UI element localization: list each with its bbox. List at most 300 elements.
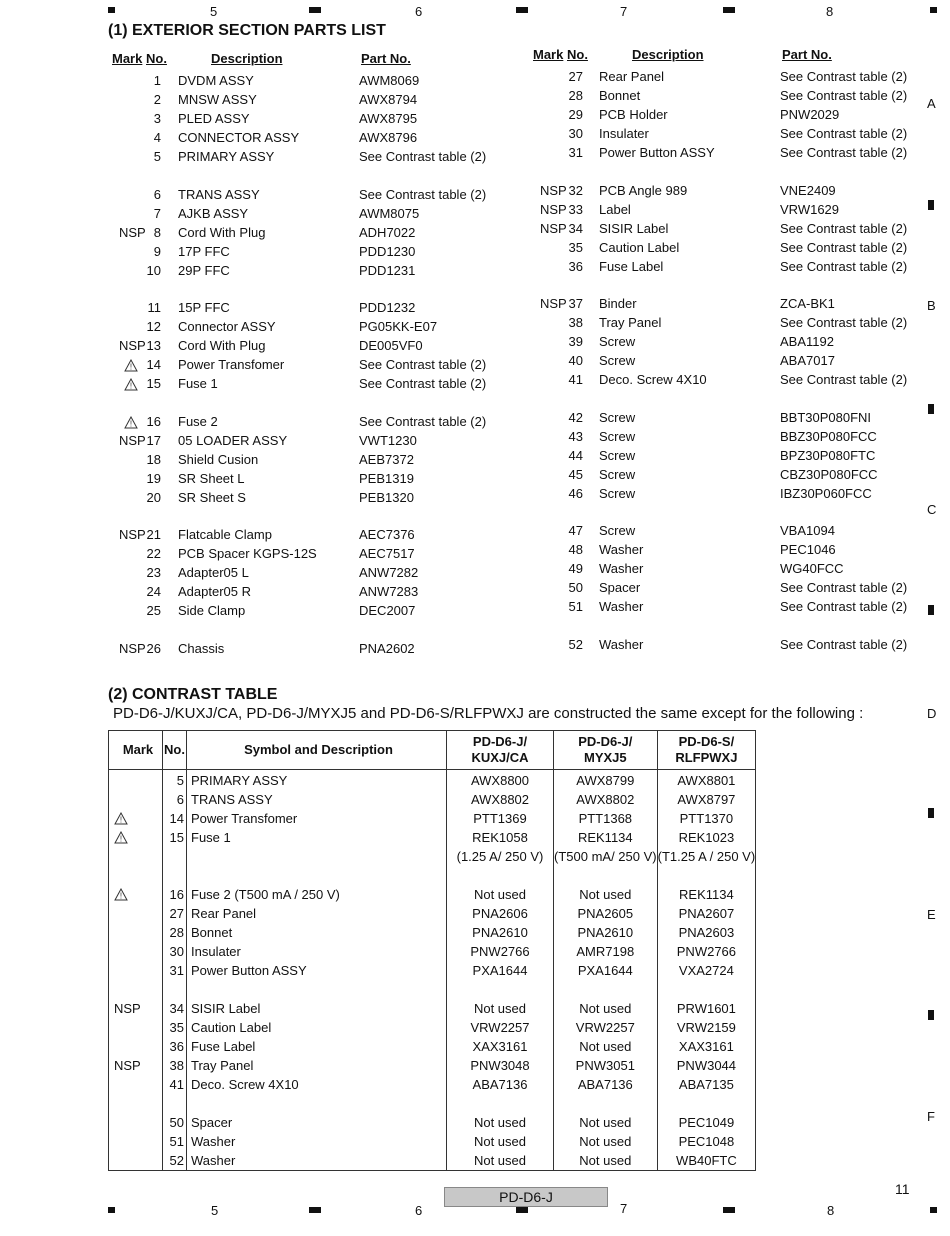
cell-description [187,1094,447,1113]
cell-model-rlfpwxj [657,866,756,885]
row-part-number: See Contrast table (2) [359,357,487,372]
row-description: Caution Label [599,239,680,255]
cell-model-rlfpwxj: PRW1601 [657,999,756,1018]
row-number: 6 [153,186,161,202]
cell-description: TRANS ASSY [187,790,447,809]
cell-number: 41 [163,1075,187,1094]
row-description: Cord With Plug [178,338,266,353]
cell-model-kuxj: ABA7136 [447,1075,554,1094]
row-part-number: PEB1319 [359,470,414,486]
svg-text:!: ! [119,891,123,901]
cell-model-rlfpwxj: AWX8801 [657,770,756,791]
contrast-row [109,1151,756,1171]
contrast-row [109,770,756,791]
row-description: Screw [599,334,636,349]
row-number: 13 [146,338,161,353]
row-number: 30 [568,126,583,141]
svg-text:!: ! [129,419,133,428]
row-description: SR Sheet L [178,470,245,486]
row-description: Adapter05 R [178,584,251,599]
cell-number: 38 [163,1056,187,1075]
cell-description: Washer [187,1132,447,1151]
row-description: Cord With Plug [178,224,266,240]
cell-number: 16 [163,885,187,904]
row-number: 33 [568,201,583,217]
row-part-number: VWT1230 [359,432,417,448]
row-number: 19 [146,470,161,486]
row-description: Insulater [599,126,649,141]
cell-model-rlfpwxj: REK1134 [657,885,756,904]
cell-model-myxj5: VRW2257 [554,1018,658,1037]
row-number: 28 [568,88,583,103]
parts-row [0,257,950,276]
contrast-header-row [109,731,756,770]
cell-number: 6 [163,790,187,809]
row-description: Fuse Label [599,258,664,274]
cell-number: 35 [163,1018,187,1037]
row-mark: NSP [540,220,567,236]
contrast-note: PD-D6-J/KUXJ/CA, PD-D6-J/MYXJ5 and PD-D6-S/RLFPWXJ are constructed the same except for the following : [113,705,864,722]
cell-number: 27 [163,904,187,923]
cell-model-myxj5: PNA2605 [554,904,658,923]
parts-row [0,143,950,162]
row-part-number: See Contrast table (2) [780,372,908,387]
section-title-exterior: (1) EXTERIOR SECTION PARTS LIST [108,22,386,39]
cell-description [187,847,447,866]
cell-number: 31 [163,961,187,980]
row-description: PCB Spacer KGPS-12S [178,546,317,561]
cell-model-myxj5: AMR7198 [554,942,658,961]
row-description: Screw [599,523,636,538]
row-description: Fuse 1 [178,376,218,391]
cell-model-rlfpwxj: (T1.25 A / 250 V) [657,849,756,864]
row-part-number: AWM8075 [359,205,420,221]
registration-mark [516,1207,528,1213]
cell-description: Deco. Screw 4X10 [187,1075,447,1094]
grid-col-label: 6 [415,1203,423,1218]
cell-number [163,1094,187,1113]
cell-model-kuxj: REK1058 [447,828,554,847]
cell-mark [109,1113,163,1132]
col-header-part-no: Part No. [782,47,832,62]
row-number: 43 [568,428,583,444]
row-part-number: See Contrast table (2) [780,636,908,652]
registration-mark [723,7,735,13]
row-part-number: WG40FCC [780,561,844,576]
cell-description: Washer [187,1151,447,1171]
row-part-number: PDD1230 [359,243,416,259]
row-part-number: AEC7376 [359,527,415,542]
row-description: PCB Angle 989 [599,182,688,198]
contrast-row [109,1113,756,1132]
row-description: Rear Panel [599,69,665,84]
contrast-row [109,1037,756,1056]
row-number: 3 [153,111,161,126]
th-mark: Mark [109,731,163,770]
cell-model-rlfpwxj [657,1094,756,1113]
col-header-no: No. [146,51,167,66]
row-number: 49 [568,561,583,576]
cell-model-kuxj: AWX8800 [447,770,554,791]
row-part-number: See Contrast table (2) [359,149,487,164]
cell-number: 28 [163,923,187,942]
contrast-row [109,828,756,847]
row-number: 51 [568,599,583,614]
cell-model-myxj5: Not used [554,885,658,904]
row-part-number: VBA1094 [780,523,835,538]
contrast-row [109,790,756,809]
grid-row-label: B [927,298,936,313]
row-description: 05 LOADER ASSY [178,432,288,448]
cell-model-kuxj: PNA2606 [447,904,554,923]
row-part-number: See Contrast table (2) [780,145,908,160]
cell-mark [109,1151,163,1171]
cell-model-rlfpwxj: PNA2603 [657,923,756,942]
row-description: PRIMARY ASSY [178,149,275,164]
grid-col-label: 6 [415,4,423,19]
cell-description: Power Transfomer [187,809,447,828]
row-description: Screw [599,353,636,368]
cell-model-rlfpwxj: PEC1049 [657,1113,756,1132]
cell-description: Fuse 1 [187,828,447,847]
row-number: 2 [153,92,161,107]
row-mark: NSP [119,338,146,353]
svg-text:!: ! [119,815,123,825]
row-description: Fuse 2 [178,413,218,429]
row-number: 37 [568,296,583,311]
cell-model-kuxj [447,1094,554,1113]
cell-mark [109,1037,163,1056]
row-part-number: VRW1629 [780,201,840,217]
parts-row [0,427,950,446]
contrast-row [109,1056,756,1075]
cell-model-kuxj: PXA1644 [447,961,554,980]
cell-description: Power Button ASSY [187,961,447,980]
cell-mark [109,923,163,942]
cell-description: Caution Label [187,1018,447,1037]
row-part-number: PEB1320 [359,489,414,505]
parts-row [0,370,950,389]
contrast-row [109,980,756,999]
row-part-number: See Contrast table (2) [359,186,487,202]
row-description: Washer [599,542,644,557]
cell-model-myxj5 [554,1094,658,1113]
cell-model-myxj5: AWX8799 [554,770,658,791]
row-number: 29 [568,107,583,122]
row-description: Side Clamp [178,603,246,618]
cell-model-kuxj: AWX8802 [447,790,554,809]
row-number: 36 [568,258,583,274]
cell-model-kuxj: XAX3161 [447,1037,554,1056]
cell-model-kuxj: PTT1369 [447,809,554,828]
row-number: 10 [146,262,161,278]
row-mark: NSP [540,201,567,217]
row-number: 23 [146,565,161,580]
contrast-row [109,866,756,885]
row-part-number: AWX8794 [359,92,418,107]
cell-model-myxj5: Not used [554,999,658,1018]
grid-row-label: D [927,706,937,721]
parts-row [0,219,950,238]
cell-model-myxj5 [554,980,658,999]
row-number: 42 [568,409,583,425]
row-description: 15P FFC [178,300,230,315]
row-description: Shield Cusion [178,451,259,467]
cell-model-myxj5: AWX8802 [554,790,658,809]
row-number: 41 [568,372,583,387]
cell-description: SISIR Label [187,999,447,1018]
cell-model-kuxj: PNA2610 [447,923,554,942]
parts-row [0,351,950,370]
cell-model-rlfpwxj: PNA2607 [657,904,756,923]
row-part-number: PNW2029 [780,107,840,122]
row-description: MNSW ASSY [178,92,257,107]
row-description: Label [599,201,631,217]
row-part-number: BPZ30P080FTC [780,447,876,463]
contrast-row [109,923,756,942]
cell-model-rlfpwxj: PEC1048 [657,1132,756,1151]
row-number: 7 [153,205,161,221]
row-part-number: See Contrast table (2) [780,580,908,595]
model-footer: PD-D6-J [444,1187,608,1207]
contrast-row [109,847,756,866]
cell-mark [109,885,163,904]
cell-mark [109,866,163,885]
row-mark: NSP [119,640,146,656]
cell-mark [109,942,163,961]
svg-text:!: ! [129,362,133,372]
contrast-row [109,999,756,1018]
row-description: Screw [599,485,636,501]
row-description: 29P FFC [178,262,230,278]
row-number: 17 [146,432,161,448]
grid-col-label: 5 [211,1203,219,1218]
cell-description: Insulater [187,942,447,961]
row-description: Screw [599,447,636,463]
col-header-mark: Mark [533,47,564,62]
registration-mark [108,7,115,13]
cell-model-kuxj: Not used [447,999,554,1018]
row-part-number: ANW7282 [359,565,419,580]
row-number: 38 [568,315,583,330]
cell-model-myxj5: PNW3051 [554,1056,658,1075]
th-model-myxj5: PD-D6-J/ MYXJ5 [554,731,658,770]
cell-model-myxj5: REK1134 [554,828,658,847]
row-number: 16 [146,413,161,429]
registration-mark [309,1207,321,1213]
row-part-number: PNA2602 [359,640,415,656]
registration-mark [928,808,934,818]
row-description: Washer [599,599,644,614]
cell-mark [109,847,163,866]
cell-model-myxj5: PTT1368 [554,809,658,828]
parts-row [0,313,950,332]
contrast-row [109,1075,756,1094]
col-header-mark: Mark [112,51,143,66]
row-part-number: See Contrast table (2) [780,239,908,255]
cell-model-myxj5: Not used [554,1037,658,1056]
row-part-number: CBZ30P080FCC [780,466,878,482]
row-number: 27 [568,69,583,84]
row-part-number: ADH7022 [359,224,416,240]
cell-model-kuxj: Not used [447,1113,554,1132]
parts-row [0,597,950,616]
cell-model-rlfpwxj: ABA7135 [657,1075,756,1094]
cell-number: 36 [163,1037,187,1056]
cell-mark [109,961,163,980]
parts-row [0,484,950,503]
row-part-number: PG05KK-E07 [359,319,438,334]
cell-description: Bonnet [187,923,447,942]
cell-model-kuxj: VRW2257 [447,1018,554,1037]
col-header-description: Description [211,51,283,66]
row-number: 52 [568,636,583,652]
cell-description: Spacer [187,1113,447,1132]
row-number: 47 [568,523,583,538]
grid-row-label: E [927,907,936,922]
registration-mark [930,7,937,13]
parts-row [0,86,950,105]
row-number: 25 [146,603,161,618]
cell-model-kuxj: PNW3048 [447,1056,554,1075]
cell-model-kuxj [447,980,554,999]
row-mark: NSP [119,432,146,448]
cell-mark [109,1094,163,1113]
cell-mark [109,904,163,923]
cell-model-rlfpwxj: PNW2766 [657,942,756,961]
svg-text:!: ! [119,834,123,844]
cell-model-kuxj [447,866,554,885]
cell-model-rlfpwxj: PTT1370 [657,809,756,828]
cell-model-myxj5 [554,866,658,885]
parts-row [0,635,950,654]
caution-triangle-icon [114,832,128,847]
cell-mark [109,828,163,847]
row-number: 22 [146,546,161,561]
row-number: 39 [568,334,583,349]
row-part-number: ANW7283 [359,584,419,599]
section-title-contrast: (2) CONTRAST TABLE [108,686,278,703]
row-part-number: IBZ30P060FCC [780,485,872,501]
cell-mark [109,809,163,828]
row-number: 32 [568,182,583,198]
registration-mark [309,7,321,13]
contrast-row [109,961,756,980]
row-description: Adapter05 L [178,565,249,580]
parts-row [0,559,950,578]
row-mark: NSP [119,224,146,240]
cell-number: 15 [163,828,187,847]
row-description: Power Transfomer [178,357,285,372]
row-part-number: See Contrast table (2) [359,376,487,391]
cell-model-myxj5: Not used [554,1113,658,1132]
cell-number [163,847,187,866]
col-header-description: Description [632,47,704,62]
row-number: 15 [146,376,161,391]
cell-model-kuxj: Not used [447,1132,554,1151]
row-number: 31 [568,145,583,160]
parts-row [0,408,950,427]
row-number: 18 [146,451,161,467]
row-description: Tray Panel [599,315,662,330]
col-header-no: No. [567,47,588,62]
row-part-number: DEC2007 [359,603,416,618]
row-number: 9 [153,243,161,259]
row-part-number: DE005VF0 [359,338,423,353]
cell-model-myxj5: (T500 mA/ 250 V) [554,849,657,864]
row-number: 48 [568,542,583,557]
row-description: Washer [599,561,644,576]
row-part-number: PEC1046 [780,542,836,557]
cell-model-kuxj: (1.25 A/ 250 V) [447,847,554,866]
parts-row [0,124,950,143]
contrast-row [109,1018,756,1037]
parts-row [0,578,950,597]
cell-number: 5 [163,770,187,791]
th-model-kuxj: PD-D6-J/ KUXJ/CA [447,731,554,770]
cell-description: Fuse Label [187,1037,447,1056]
row-part-number: AWX8796 [359,130,418,145]
row-number: 12 [146,319,161,334]
parts-row [0,332,950,351]
row-number: 40 [568,353,583,368]
grid-col-label: 7 [620,4,628,19]
row-description: Deco. Screw 4X10 [599,372,707,387]
cell-description: Rear Panel [187,904,447,923]
cell-model-kuxj: PNW2766 [447,942,554,961]
row-part-number: AEB7372 [359,451,414,467]
row-description: DVDM ASSY [178,73,254,88]
row-mark: NSP [540,182,567,198]
cell-number [163,980,187,999]
row-description: Washer [599,636,644,652]
row-number: 8 [153,224,161,240]
row-part-number: AWX8795 [359,111,418,126]
grid-col-label: 8 [826,4,834,19]
cell-model-rlfpwxj: VXA2724 [657,961,756,980]
cell-model-rlfpwxj: XAX3161 [657,1037,756,1056]
th-description: Symbol and Description [187,731,447,770]
registration-mark [516,7,528,13]
contrast-table [108,730,756,1171]
row-part-number: See Contrast table (2) [780,599,908,614]
cell-number: 51 [163,1132,187,1151]
cell-mark [109,980,163,999]
row-description: Screw [599,409,636,425]
cell-model-kuxj: Not used [447,885,554,904]
cell-model-myxj5: Not used [554,1151,658,1171]
cell-model-rlfpwxj: VRW2159 [657,1018,756,1037]
grid-row-label: C [927,502,937,517]
row-number: 11 [147,300,161,315]
caution-triangle-icon [114,813,128,828]
row-part-number: ABA7017 [780,353,835,368]
registration-mark [930,1207,937,1213]
grid-row-label: A [927,96,936,111]
cell-number: 34 [163,999,187,1018]
row-number: 20 [146,489,161,505]
cell-number: 50 [163,1113,187,1132]
caution-triangle-icon [114,889,128,904]
row-description: Screw [599,428,636,444]
row-description: Bonnet [599,88,641,103]
row-part-number: VNE2409 [780,182,836,198]
cell-mark [109,790,163,809]
cell-number: 14 [163,809,187,828]
row-part-number: PDD1231 [359,262,416,278]
page-number: 11 [895,1181,910,1197]
th-no: No. [163,731,187,770]
